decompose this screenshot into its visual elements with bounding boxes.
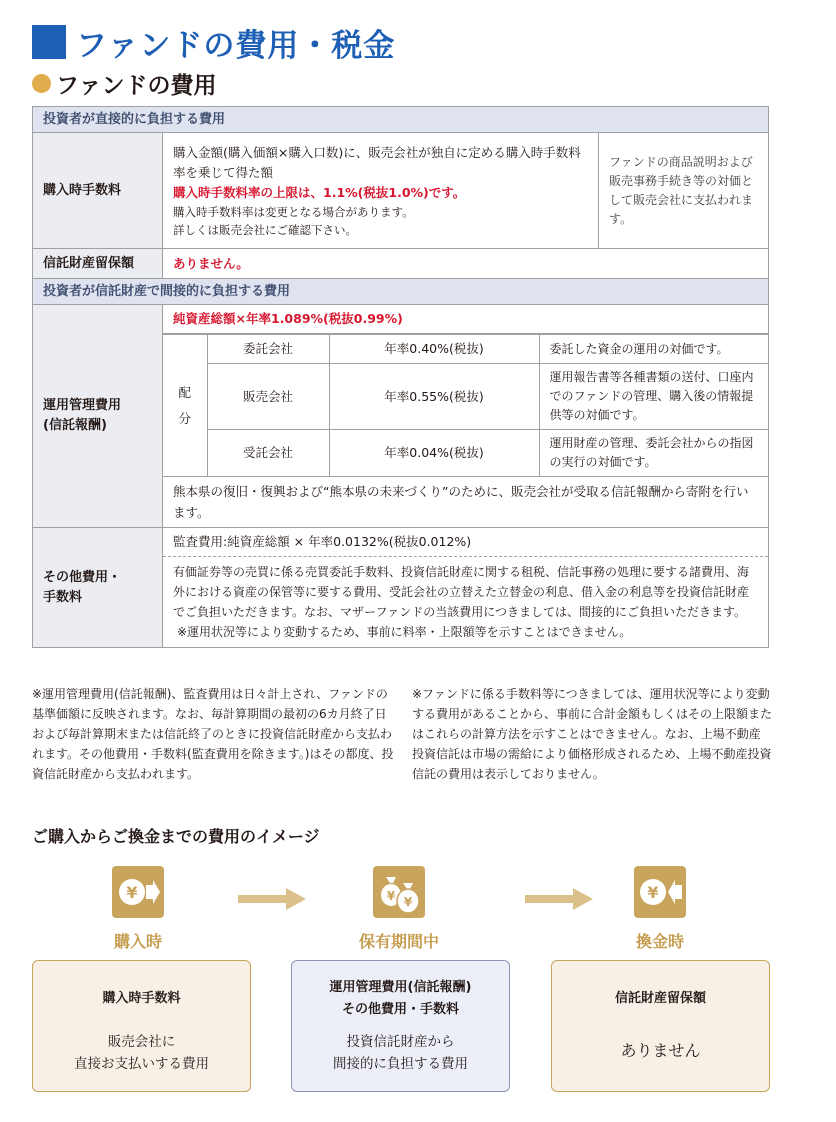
- card-body-line-1: 販売会社に: [107, 1034, 176, 1050]
- mgmt-fee-donation-note: 熊本県の復旧・復興および“熊本県の未来づくり”のために、販売会社が受取る信託報酬から寄附を行います。: [173, 484, 749, 520]
- allocation-row-desc: 運用財産の管理、委託会社からの指図の実行の対価です。: [539, 430, 768, 477]
- svg-text:¥: ¥: [386, 889, 396, 903]
- stage-label-purchase: 購入時: [113, 932, 162, 951]
- card-body: ありません: [620, 1041, 701, 1060]
- yen-in-icon: [112, 866, 164, 918]
- allocation-row-rate: 年率0.04%(税抜): [329, 430, 539, 477]
- allocation-row-desc: 委託した資金の運用の対価です。: [539, 335, 768, 364]
- other-fee-label: [33, 528, 163, 648]
- other-fee-note: ※運用状況等により変動するため、事前に料率・上限額等を示すことはできません。: [177, 625, 632, 639]
- card-body-line-1: 投資信託財産から: [346, 1034, 455, 1050]
- allocation-row-desc: 運用報告書等各種書類の送付、口座内でのファンドの管理、購入後の情報提供等の対価です。: [539, 364, 768, 430]
- purchase-fee-label: 購入時手数料: [33, 133, 163, 249]
- stage-label-holding: 保有期間中: [358, 932, 439, 951]
- card-title-line-1: 運用管理費用(信託報酬): [329, 980, 472, 995]
- yen-out-icon: [634, 866, 686, 918]
- purchase-fee-note-2: 詳しくは販売会社にご確認下さい。: [173, 222, 357, 237]
- allocation-char-2: 分: [178, 410, 191, 426]
- other-fee-description: 有価証券等の売買に係る売買委託手数料、投資信託財産に関する租税、信託事務の処理に要する諸費用、海外における資産の保管等に要する費用、受託会社の立替えた立替金の利息、借入金の利息等を投資信託財産でご負担いただきます。なお、マザーファンドの当該費用につきましては、間接的にご負担いただきます。: [173, 565, 750, 619]
- note-right: ※ファンドに係る手数料等につきましては、運用状況等により変動する費用があることから、事前に合計金額もしくはその上限額またはこれらの計算方法を示すことはできません。なお、上場不動産投資信託は市場の需給により価格形成されるため、上場不動産投資信託の費用は表示しておりません。: [412, 687, 773, 781]
- purchase-fee-side-note: ファンドの商品説明および販売事務手続き等の対価として販売会社に支払われます。: [599, 133, 769, 249]
- card-title: 購入時手数料: [102, 991, 181, 1006]
- holding-stage-card: [291, 960, 510, 1092]
- redemption-stage-card: [551, 960, 770, 1092]
- svg-text:¥: ¥: [403, 895, 413, 909]
- money-bags-icon: [373, 866, 425, 918]
- other-fee-body: [163, 557, 768, 647]
- mgmt-fee-label-line-2: (信託報酬): [43, 418, 107, 433]
- page-title-text: ファンドの費用・税金: [76, 27, 396, 64]
- title-square-icon: [32, 25, 66, 59]
- audit-fee: 監査費用:純資産総額 × 年率0.0132%(税抜0.012%): [163, 528, 768, 557]
- allocation-row-name: 委託会社: [207, 335, 329, 364]
- section-title-text: ファンドの費用: [56, 72, 217, 99]
- allocation-row-name: 受託会社: [207, 430, 329, 477]
- card-body-line-2: 直接お支払いする費用: [74, 1056, 209, 1072]
- mgmt-fee-total: 純資産総額×年率1.089%(税抜0.99%): [163, 305, 768, 334]
- allocation-row-rate: 年率0.55%(税抜): [329, 364, 539, 430]
- fees-table: [32, 106, 769, 648]
- purchase-fee-note-1: 購入時手数料率は変更となる場合があります。: [173, 204, 414, 219]
- purchase-fee-description: 購入金額(購入価額×購入口数)に、販売会社が独自に定める購入時手数料率を乗じて得た額: [173, 144, 581, 180]
- allocation-row-name: 販売会社: [207, 364, 329, 430]
- other-fee-label-line-2: 手数料: [43, 589, 83, 605]
- mgmt-fee-content: [163, 305, 769, 528]
- page-title: [32, 20, 395, 64]
- allocation-table: [163, 334, 768, 477]
- section-title: [32, 67, 217, 99]
- retention-label: 信託財産留保額: [33, 249, 163, 279]
- allocation-char-1: 配: [178, 384, 191, 400]
- purchase-fee-upper-limit: 購入時手数料率の上限は、1.1%(税抜1.0%)です。: [173, 184, 466, 200]
- purchase-fee-content: [163, 133, 599, 249]
- mgmt-fee-label: [33, 305, 163, 528]
- circle-bullet-icon: [32, 74, 51, 93]
- card-title: 信託財産留保額: [614, 991, 706, 1006]
- other-fee-label-line-1: その他費用・: [43, 569, 122, 585]
- other-fee-content: [163, 528, 769, 648]
- cost-image-title: ご購入からご換金までの費用のイメージ: [32, 827, 320, 846]
- retention-value: ありません。: [163, 249, 769, 279]
- note-left: ※運用管理費用(信託報酬)、監査費用は日々計上され、ファンドの基準価額に反映されます。なお、毎計算期間の最初の6カ月終了日および毎計算期末または信託終了のときに投資信託財産から支払われます。その他費用・手数料(監査費用を除きます。)はその都度、投資信託財産から支払われます。: [32, 687, 394, 781]
- direct-section-header: 投資者が直接的に負担する費用: [33, 107, 769, 133]
- svg-text:¥: ¥: [126, 883, 138, 902]
- allocation-label: [163, 335, 207, 477]
- card-body-line-2: 間接的に負担する費用: [333, 1056, 468, 1072]
- allocation-row-rate: 年率0.40%(税抜): [329, 335, 539, 364]
- mgmt-fee-label-line-1: 運用管理費用: [43, 398, 122, 413]
- svg-text:¥: ¥: [647, 883, 659, 902]
- purchase-stage-card: [32, 960, 251, 1092]
- indirect-section-header: 投資者が信託財産で間接的に負担する費用: [33, 279, 769, 305]
- arrow-right-icon: [238, 888, 306, 914]
- arrow-right-icon: [525, 888, 593, 914]
- stage-label-redemption: 換金時: [635, 932, 684, 951]
- card-title-line-2: その他費用・手数料: [341, 1002, 459, 1017]
